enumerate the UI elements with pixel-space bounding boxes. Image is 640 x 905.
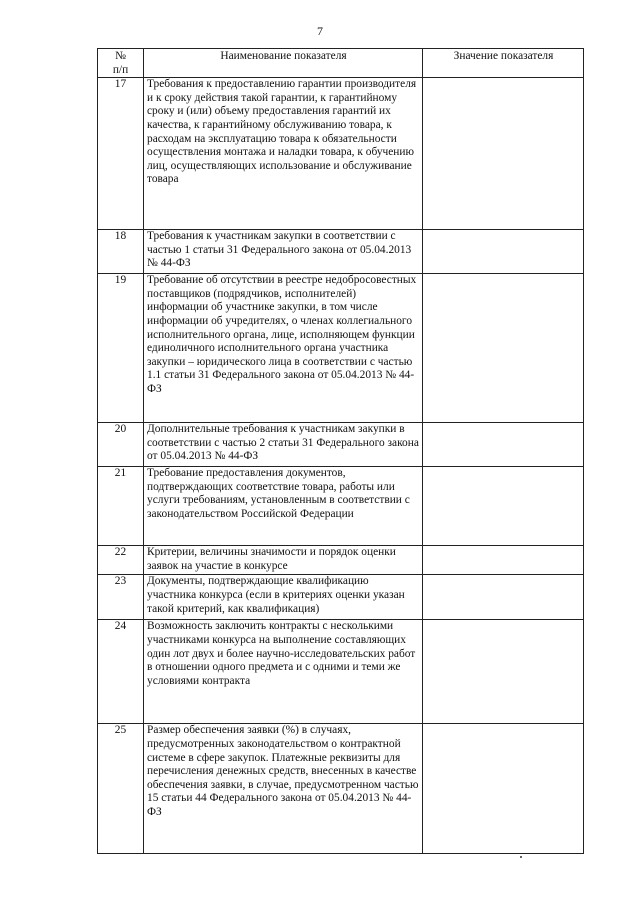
indicator-name: Требования к предоставлению гарантии производителя и к сроку действия такой гарантии, к гарантийному сроку и (или) объему предоставления гарантий их качества, к гарантийному обслуживанию товара, к расходам на эксплуатацию товара к обязательности осуществления монтажа и наладки товара, к обучению лиц, осуществляющих использование и обслуживание товара bbox=[144, 78, 423, 230]
indicator-value bbox=[423, 467, 584, 546]
row-number: 17 bbox=[98, 78, 144, 230]
row-number: 18 bbox=[98, 230, 144, 274]
column-header-indicator-value: Значение показателя bbox=[423, 49, 584, 78]
indicator-value bbox=[423, 78, 584, 230]
column-header-number-abbr: п/п bbox=[112, 63, 129, 76]
indicators-table bbox=[97, 48, 584, 854]
table-row bbox=[98, 546, 584, 575]
indicator-name: Размер обеспечения заявки (%) в случаях, предусмотренных законодательством о контрактной системе в сфере закупок. Платежные реквизиты для перечисления денежных средств, внесенных в качестве обеспечения заявки, в случае, предусмотренном частью 15 статьи 44 Федерального закона от 05.04.2013 № 44-ФЗ bbox=[144, 724, 423, 854]
table-header-row bbox=[98, 49, 584, 78]
indicator-name: Документы, подтверждающие квалификацию участника конкурса (если в критериях оценки указан такой критерий, как квалификация) bbox=[144, 575, 423, 620]
row-number: 25 bbox=[98, 724, 144, 854]
table-row bbox=[98, 724, 584, 854]
indicator-name: Требование предоставления документов, подтверждающих соответствие товара, работы или услуги требованиям, установленным в соответствии с законодательством Российской Федерации bbox=[144, 467, 423, 546]
table-row bbox=[98, 78, 584, 230]
row-number: 21 bbox=[98, 467, 144, 546]
indicator-value bbox=[423, 423, 584, 467]
column-header-number-sign: № bbox=[115, 50, 126, 62]
table-row bbox=[98, 274, 584, 423]
table-row bbox=[98, 423, 584, 467]
row-number: 20 bbox=[98, 423, 144, 467]
indicator-name: Критерии, величины значимости и порядок оценки заявок на участие в конкурсе bbox=[144, 546, 423, 575]
column-header-number bbox=[98, 49, 144, 78]
indicator-value bbox=[423, 575, 584, 620]
indicator-value bbox=[423, 274, 584, 423]
indicator-name: Возможность заключить контракты с несколькими участниками конкурса на выполнение составляющих один лот двух и более научно-исследовательских работ в отношении одного предмета и с одними и теми же условиями контракта bbox=[144, 620, 423, 724]
indicator-value bbox=[423, 230, 584, 274]
indicator-value bbox=[423, 546, 584, 575]
row-number: 19 bbox=[98, 274, 144, 423]
table-row bbox=[98, 467, 584, 546]
page-number: 7 bbox=[317, 24, 323, 38]
row-number: 22 bbox=[98, 546, 144, 575]
scan-speck bbox=[520, 856, 522, 858]
table-row bbox=[98, 620, 584, 724]
indicator-name: Дополнительные требования к участникам закупки в соответствии с частью 2 статьи 31 Федерального закона от 05.04.2013 № 44-ФЗ bbox=[144, 423, 423, 467]
row-number: 23 bbox=[98, 575, 144, 620]
indicator-name: Требования к участникам закупки в соответствии с частью 1 статьи 31 Федерального закона от 05.04.2013 № 44-ФЗ bbox=[144, 230, 423, 274]
indicator-name: Требование об отсутствии в реестре недобросовестных поставщиков (подрядчиков, исполнителей) информации об участнике закупки, в том числе информации об учредителях, о членах коллегиального исполнительного органа, лице, исполняющем функции единоличного исполнительного органа участника закупки – юридического лица в соответствии с частью 1.1 статьи 31 Федерального закона от 05.04.2013 № 44-ФЗ bbox=[144, 274, 423, 423]
row-number: 24 bbox=[98, 620, 144, 724]
table-row bbox=[98, 575, 584, 620]
indicator-value bbox=[423, 724, 584, 854]
table-row bbox=[98, 230, 584, 274]
indicator-value bbox=[423, 620, 584, 724]
column-header-indicator-name: Наименование показателя bbox=[144, 49, 423, 78]
